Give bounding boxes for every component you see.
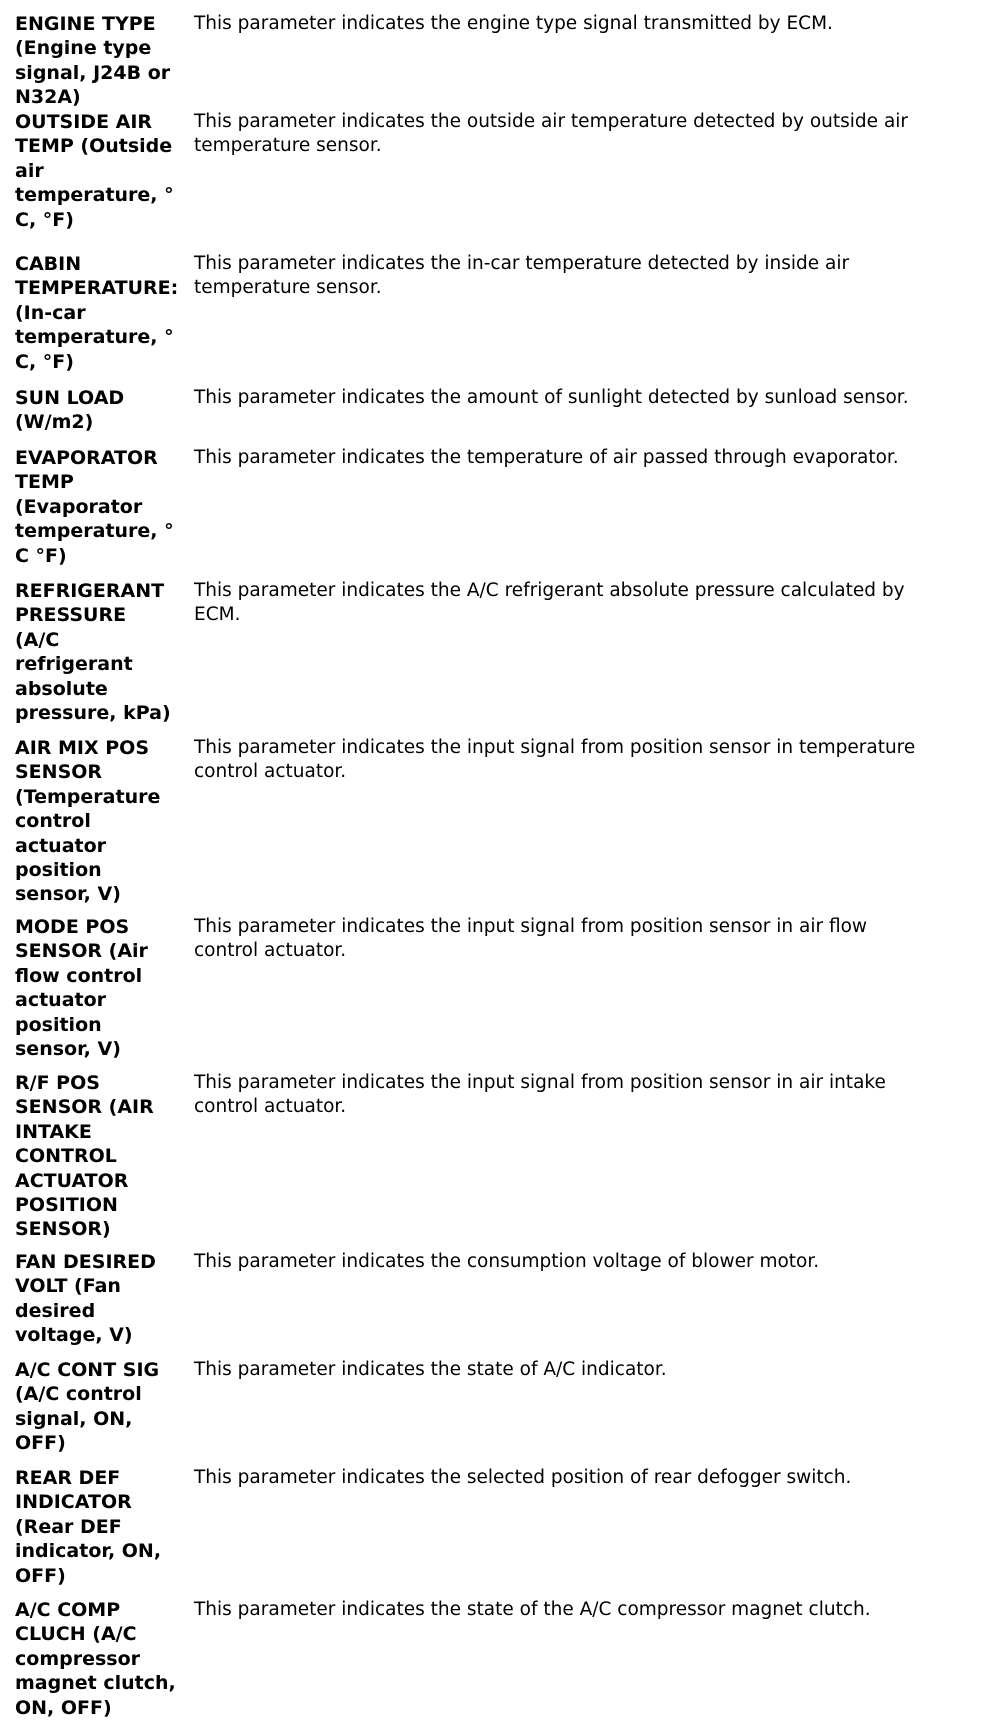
parameter-term: REAR DEF INDICATOR (Rear DEF indicator, ON, OFF) [15,1467,162,1587]
parameter-description: This parameter indicates the in-car temperature detected by inside air temperature sensor. [194,253,850,299]
parameter-term: REFRIGERANT PRESSURE (A/C refrigerant absolute pressure, kPa) [15,580,171,725]
parameter-description: This parameter indicates the temperature of air passed through evaporator. [194,447,899,468]
parameter-description: This parameter indicates the amount of sunlight detected by sunload sensor. [194,387,909,408]
parameter-description: This parameter indicates the A/C refrigerant absolute pressure calculated by ECM. [194,580,905,626]
parameter-description: This parameter indicates the state of A/C indicator. [194,1359,667,1380]
parameter-description: This parameter indicates the input signal from position sensor in air flow control actuator. [194,916,868,962]
parameter-term: MODE POS SENSOR (Air flow control actuator position sensor, V) [15,916,148,1061]
parameter-description: This parameter indicates the engine type signal transmitted by ECM. [194,13,833,34]
parameter-term: CABIN TEMPERATURE: (In-car temperature, ° C, °F) [15,253,179,373]
parameter-term: SUN LOAD (W/m2) [15,387,125,434]
parameter-description: This parameter indicates the outside air temperature detected by outside air temperature sensor. [194,111,909,157]
parameter-term: ENGINE TYPE (Engine type signal, J24B or N32A) [15,13,171,109]
parameter-description: This parameter indicates the input signal from position sensor in air intake control actuator. [194,1072,886,1118]
parameter-term: EVAPORATOR TEMP (Evaporator temperature, ° C °F) [15,447,174,567]
parameter-term: AIR MIX POS SENSOR (Temperature control actuator position sensor, V) [15,737,161,906]
parameter-description: This parameter indicates the consumption voltage of blower motor. [194,1251,820,1272]
parameter-description: This parameter indicates the selected position of rear defogger switch. [194,1467,852,1488]
parameter-term: A/C CONT SIG (A/C control signal, ON, OFF) [15,1359,160,1455]
parameter-description: This parameter indicates the state of the A/C compressor magnet clutch. [194,1599,871,1620]
parameter-term: FAN DESIRED VOLT (Fan desired voltage, V) [15,1251,156,1347]
parameter-term: OUTSIDE AIR TEMP (Outside air temperature, ° C, °F) [15,111,174,231]
parameter-term: A/C COMP CLUCH (A/C compressor magnet clutch, ON, OFF) [15,1599,176,1719]
parameter-description: This parameter indicates the input signal from position sensor in temperature control actuator. [194,737,916,783]
parameter-term: R/F POS SENSOR (AIR INTAKE CONTROL ACTUATOR POSITION SENSOR) [15,1072,154,1241]
